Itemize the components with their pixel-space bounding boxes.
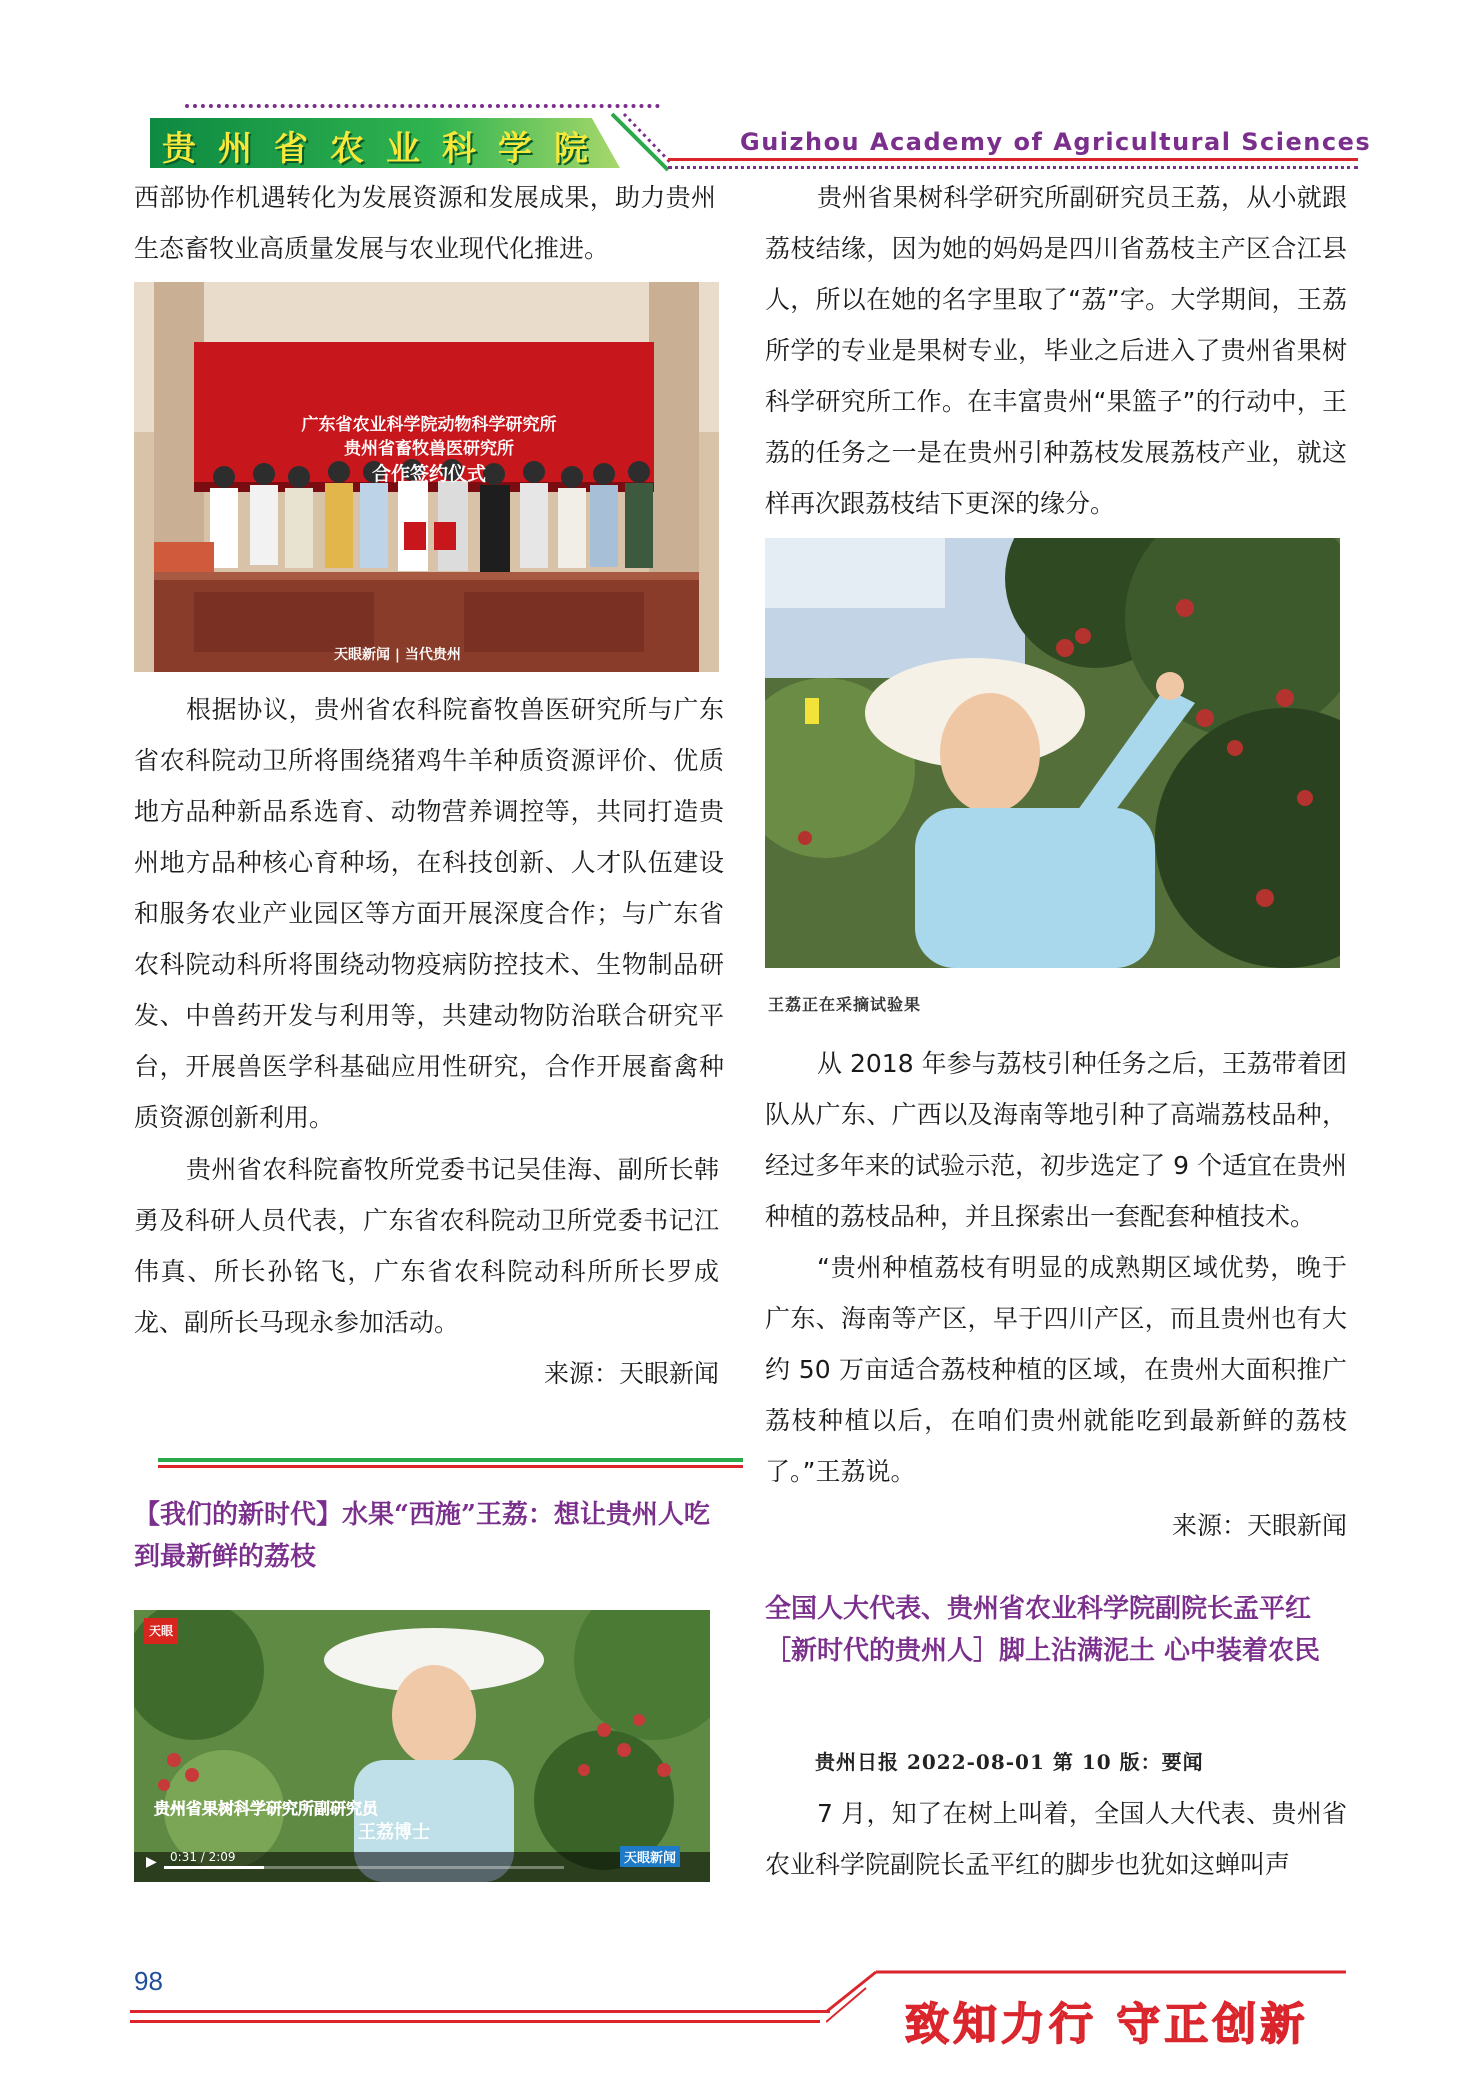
page-number: 98: [134, 1966, 163, 1996]
header-title-cn: 贵州省农业科学院: [162, 129, 610, 169]
section-divider-green: [158, 1458, 743, 1462]
banner-line-1: 广东省农业科学院动物科学研究所: [301, 415, 557, 435]
header-red-line: [668, 158, 1358, 161]
newspaper-line: 贵州日报 2022-08-01 第 10 版：要闻: [815, 1750, 1204, 1774]
left-paragraph-2: 贵州省农科院畜牧所党委书记吴佳海、副所长韩勇及科研人员代表，广东省农科院动卫所党委书记江伟真、所长孙铭飞，广东省农科院动科所所长罗成龙、副所长马现永参加活动。: [134, 1155, 719, 1337]
video-time: 0:31 / 2:09: [170, 1850, 236, 1864]
lychee-section-title: 【我们的新时代】水果“西施”王荔：想让贵州人吃到最新鲜的荔枝: [134, 1500, 710, 1572]
video-corner-logo: 天眼新闻: [620, 1846, 680, 1867]
meng-section-title: 全国人大代表、贵州省农业科学院副院长孟平红 ［新时代的贵州人］脚上沾满泥土 心中装着农民: [765, 1594, 1321, 1666]
play-icon[interactable]: ▶: [146, 1854, 157, 1870]
left-source: 来源：天眼新闻: [543, 1359, 719, 1388]
footer-slogan: 致知力行 守正创新: [905, 1999, 1309, 2050]
right-paragraph-3: “贵州种植荔枝有明显的成熟期区域优势，晚于广东、海南等产区，早于四川产区，而且贵州也有大约 50 万亩适合荔枝种植的区域，在贵州大面积推广荔枝种植以后，在咱们贵州就能吃到最新鲜的荔枝了。”王荔说。: [765, 1253, 1347, 1486]
footer-red-line-1: [130, 2010, 830, 2013]
right-paragraph-1: 贵州省果树科学研究所副研究员王荔，从小就跟荔枝结缘，因为她的妈妈是四川省荔枝主产区合江县人，所以在她的名字里取了“荔”字。大学期间，王荔所学的专业是果树专业，毕业之后进入了贵州省果树科学研究所工作。在丰富贵州“果篮子”的行动中，王荔的任务之一是在贵州引种荔枝发展荔枝产业，就这样再次跟荔枝结下更深的缘分。: [765, 183, 1347, 518]
right-paragraph-2: 从 2018 年参与荔枝引种任务之后，王荔带着团队从广东、广西以及海南等地引种了高端荔枝品种，经过多年来的试验示范，初步选定了 9 个适宜在贵州种植的荔枝品种，并且探索出一套配套种植技术。: [765, 1049, 1347, 1231]
video-subtitle-line-1: 贵州省果树科学研究所副研究员: [154, 1799, 379, 1818]
photo-caption: 王荔正在采摘试验果: [768, 995, 922, 1014]
banner-line-3: 合作签约仪式: [371, 463, 486, 485]
tianyan-logo: 天眼: [144, 1618, 178, 1644]
header-dotted-line-bottom: [668, 166, 1358, 169]
banner-line-2: 贵州省畜牧兽医研究所: [344, 439, 514, 459]
header-diagonal-ornament: [610, 112, 670, 172]
photo-watermark: 天眼新闻 | 当代贵州: [334, 647, 461, 663]
section-divider-red: [158, 1465, 743, 1468]
signing-ceremony-photo: [134, 282, 719, 672]
lychee-video-player[interactable]: [134, 1610, 710, 1882]
right-source: 来源：天眼新闻: [1171, 1511, 1347, 1540]
video-subtitle-line-2: 王荔博士: [358, 1822, 430, 1843]
right-paragraph-4: 7 月，知了在树上叫着，全国人大代表、贵州省农业科学院副院长孟平红的脚步也犹如这蝉叫声: [765, 1799, 1347, 1879]
lychee-picking-photo: [765, 538, 1340, 968]
footer-red-line-2: [130, 2020, 820, 2023]
left-intro-text: 西部协作机遇转化为发展资源和发展成果，助力贵州生态畜牧业高质量发展与农业现代化推进。: [134, 183, 716, 263]
header-dotted-line-top: [185, 104, 660, 108]
left-paragraph-1: 根据协议，贵州省农科院畜牧兽医研究所与广东省农科院动卫所将围绕猪鸡牛羊种质资源评价、优质地方品种新品系选育、动物营养调控等，共同打造贵州地方品种核心育种场，在科技创新、人才队伍建设和服务农业产业园区等方面开展深度合作；与广东省农科院动科所将围绕动物疫病防控技术、生物制品研发、中兽药开发与利用等，共建动物防治联合研究平台，开展兽医学科基础应用性研究，合作开展畜禽种质资源创新利用。: [134, 695, 724, 1132]
header-title-en: Guizhou Academy of Agricultural Sciences: [740, 128, 1372, 156]
